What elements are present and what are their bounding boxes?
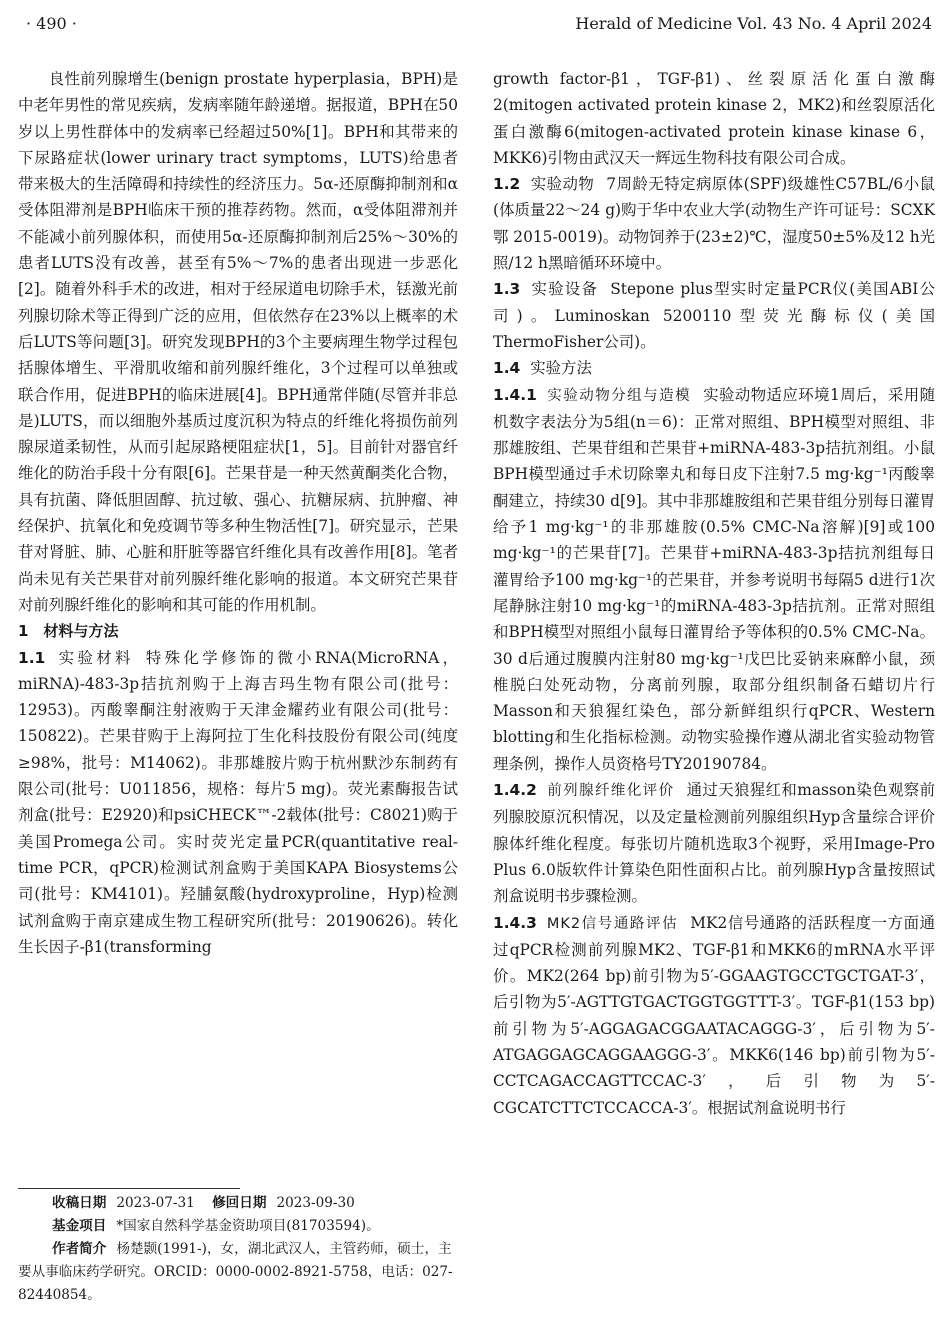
- page-header: [26, 14, 932, 40]
- journal-title: Herald of Medicine Vol. 43 No. 4 April 2024: [575, 14, 932, 33]
- section-title: 前列腺纤维化评价: [546, 783, 675, 800]
- left-column: [18, 66, 458, 960]
- section-text: 7周龄无特定病原体(SPF)级雄性C57BL/6小鼠(体质量22～24 g)购于华中农业大学(动物生产许可证号：SCXK 鄂 2015-0019)。动物饲养于(23±2)℃，湿度50±5%及12 h光照/12 h黑暗循环环境中。: [493, 175, 935, 273]
- section-number: 1.1: [18, 648, 46, 667]
- section-text: Stepone plus型实时定量PCR仪(美国ABI公司)。Luminoskan 5200110型荧光酶标仪(美国ThermoFisher公司)。: [493, 280, 935, 351]
- revised-label: 修回日期: [212, 1195, 267, 1211]
- section-number: 1.4.3: [493, 913, 537, 932]
- received-label: 收稿日期: [52, 1195, 107, 1211]
- section-number: 1.4.2: [493, 781, 537, 800]
- section-1-2: [493, 171, 935, 276]
- section-title: 实验动物分组与造模: [546, 387, 692, 404]
- section-title: 实验设备: [530, 280, 599, 299]
- section-1-4: [493, 355, 935, 381]
- section-title: 实验材料: [55, 648, 134, 667]
- section-1-1: [18, 645, 458, 961]
- footnote-dates: [18, 1192, 458, 1215]
- section-text: 特殊化学修饰的微小RNA(MicroRNA，miRNA)-483-3p拮抗剂购于上海吉玛生物有限公司(批号：12953)。丙酸睾酮注射液购于天津金耀药业有限公司(批号：150822)。芒果苷购于上海阿拉丁生化科技股份有限公司(纯度≥98%，批号：M14062)。非那雄胺片购于杭州默沙东制药有限公司(批号：U011856，规格：每片5 mg)。荧光素酶报告试剂盒(批号：E2920)和psiCHECK™-2载体(批号：C8021)购于美国Promega公司。实时荧光定量PCR(quantitative real-time PCR，qPCR)检测试剂盒购于美国KAPA Biosystems公司(批号：KM4101)。羟脯氨酸(hydroxyproline，Hyp)检测试剂盒购于南京建成生物工程研究所(批号：20190626)。转化生长因子-β1(transforming: [18, 648, 458, 956]
- footnote-divider: [18, 1188, 240, 1189]
- section-1-4-2: [493, 777, 935, 909]
- section-1-1-continued: growth factor-β1，TGF-β1)、丝裂原活化蛋白激酶2(mitogen activated protein kinase 2，MK2)和丝裂原活化蛋白激酶6(mitogen-activated protein kinase kinase 6，MKK6)引物由武汉天一辉远生物科技有限公司合成。: [493, 70, 935, 167]
- section-number: 1.4: [493, 359, 521, 378]
- page-number: · 490 ·: [26, 14, 77, 33]
- section-1-4-3: [493, 910, 935, 1121]
- footnote-fund: [18, 1215, 458, 1238]
- section-1-3: [493, 276, 935, 355]
- section-text: MK2信号通路的活跃程度一方面通过qPCR检测前列腺MK2、TGF-β1和MKK6的mRNA水平评价。MK2(264 bp)前引物为5′-GGAAGTGCCTGCTGAT-3′，后引物为5′-AGTTGTGACTGGTGGTTT-3′。TGF-β1(153 bp)前引物为5′-AGGAGACGGAATACAGGG-3′，后引物为5′-ATGAGGAGCAGGAAGGG-3′。MKK6(146 bp)前引物为5′-CCTCAGACCAGTTCCAC-3′，后引物为5′-CGCATCTTCTCCACCA-3′。根据试剂盒说明书行: [493, 913, 935, 1117]
- revised-date: 2023-09-30: [276, 1195, 355, 1211]
- fund-label: 基金项目: [52, 1218, 107, 1234]
- footnote-author: [18, 1238, 458, 1307]
- footnotes: [18, 1192, 458, 1307]
- fund-text: *国家自然科学基金资助项目(81703594)。: [116, 1218, 380, 1234]
- section-title: MK2信号通路评估: [546, 915, 679, 932]
- section-number: 1.2: [493, 175, 521, 194]
- section-1-4-1: [493, 382, 935, 777]
- intro-paragraph: 良性前列腺增生(benign prostate hyperplasia，BPH)是中老年男性的常见疾病，发病率随年龄递增。据报道，BPH在50岁以上男性群体中的发病率已经超过50%[1]。BPH和其带来的下尿路症状(lower urinary tract symptoms，LUTS)给患者带来极大的生活障碍和持续性的经济压力。5α-还原酶抑制剂和α受体阻滞剂是BPH临床干预的推荐药物。然而，α受体阻滞剂并不能减小前列腺体积，而使用5α-还原酶抑制剂后25%～30%的患者LUTS没有改善，甚至有5%～7%的患者出现进一步恶化[2]。随着外科手术的改进，相对于经尿道电切除手术，铥激光前列腺切除术等正得到广泛的应用，但依然存在23%以上概率的术后LUTS等问题[3]。研究发现BPH的3个主要病理生物学过程包括腺体增生、平滑肌收缩和前列腺纤维化，3个过程可以单独或联合作用，促进BPH的临床进展[4]。BPH通常伴随(尽管并非总是)LUTS，而以细胞外基质过度沉积为特点的纤维化将损伤前列腺尿道柔韧性，从而引起尿路梗阻症状[1，5]。目前针对器官纤维化的防治手段十分有限[6]。芒果苷是一种天然黄酮类化合物，具有抗菌、降低胆固醇、抗过敏、强心、抗糖尿病、抗肿瘤、神经保护、抗氧化和免疫调节等多种生物活性[7]。研究显示，芒果苷对肾脏、肺、心脏和肝脏等器官纤维化具有改善作用[8]。笔者尚未见有关芒果苷对前列腺纤维化影响的报道。本文研究芒果苷对前列腺纤维化的影响和其可能的作用机制。: [18, 70, 458, 614]
- received-date: 2023-07-31: [116, 1195, 195, 1211]
- author-text: 杨楚颢(1991-)，女，湖北武汉人，主管药师，硕士，主要从事临床药学研究。ORCID：0000-0002-8921-5758，电话：027-82440854。: [18, 1241, 453, 1303]
- section-heading: 1 材料与方法: [18, 622, 119, 641]
- section-title: 实验方法: [530, 359, 592, 378]
- author-label: 作者简介: [52, 1241, 107, 1257]
- section-number: 1.4.1: [493, 385, 537, 404]
- section-title: 实验动物: [530, 175, 595, 194]
- right-column: [493, 66, 935, 1121]
- section-text: 实验动物适应环境1周后，采用随机数字表法分为5组(n＝6)：正常对照组、BPH模型对照组、非那雄胺组、芒果苷组和芒果苷+miRNA-483-3p拮抗剂组。小鼠BPH模型通过手术切除睾丸和每日皮下注射7.5 mg·kg⁻¹丙酸睾酮建立，持续30 d[9]。其中非那雄胺组和芒果苷组分别每日灌胃给予1 mg·kg⁻¹的非那雄胺(0.5% CMC-Na溶解)[9]或100 mg·kg⁻¹的芒果苷[7]。芒果苷+miRNA-483-3p拮抗剂组每日灌胃给予100 mg·kg⁻¹的芒果苷，并参考说明书每隔5 d进行1次尾静脉注射10 mg·kg⁻¹的miRNA-483-3p拮抗剂。正常对照组和BPH模型对照组小鼠每日灌胃给予等体积的0.5% CMC-Na。30 d后通过腹膜内注射80 mg·kg⁻¹戊巴比妥钠来麻醉小鼠，颈椎脱臼处死动物，分离前列腺，取部分组织制备石蜡切片行Masson和天狼猩红染色，部分新鲜组织行qPCR、Western blotting和生化指标检测。动物实验操作遵从湖北省实验动物管理条例，操作人员资格号TY20190784。: [493, 385, 936, 773]
- section-text: 通过天狼猩红和masson染色观察前列腺胶原沉积情况，以及定量检测前列腺组织Hyp含量综合评价腺体纤维化程度。每张切片随机选取3个视野，采用Image-Pro Plus 6.0版软件计算染色阳性面积占比。前列腺Hyp含量按照试剂盒说明书步骤检测。: [493, 781, 936, 906]
- section-number: 1.3: [493, 280, 521, 299]
